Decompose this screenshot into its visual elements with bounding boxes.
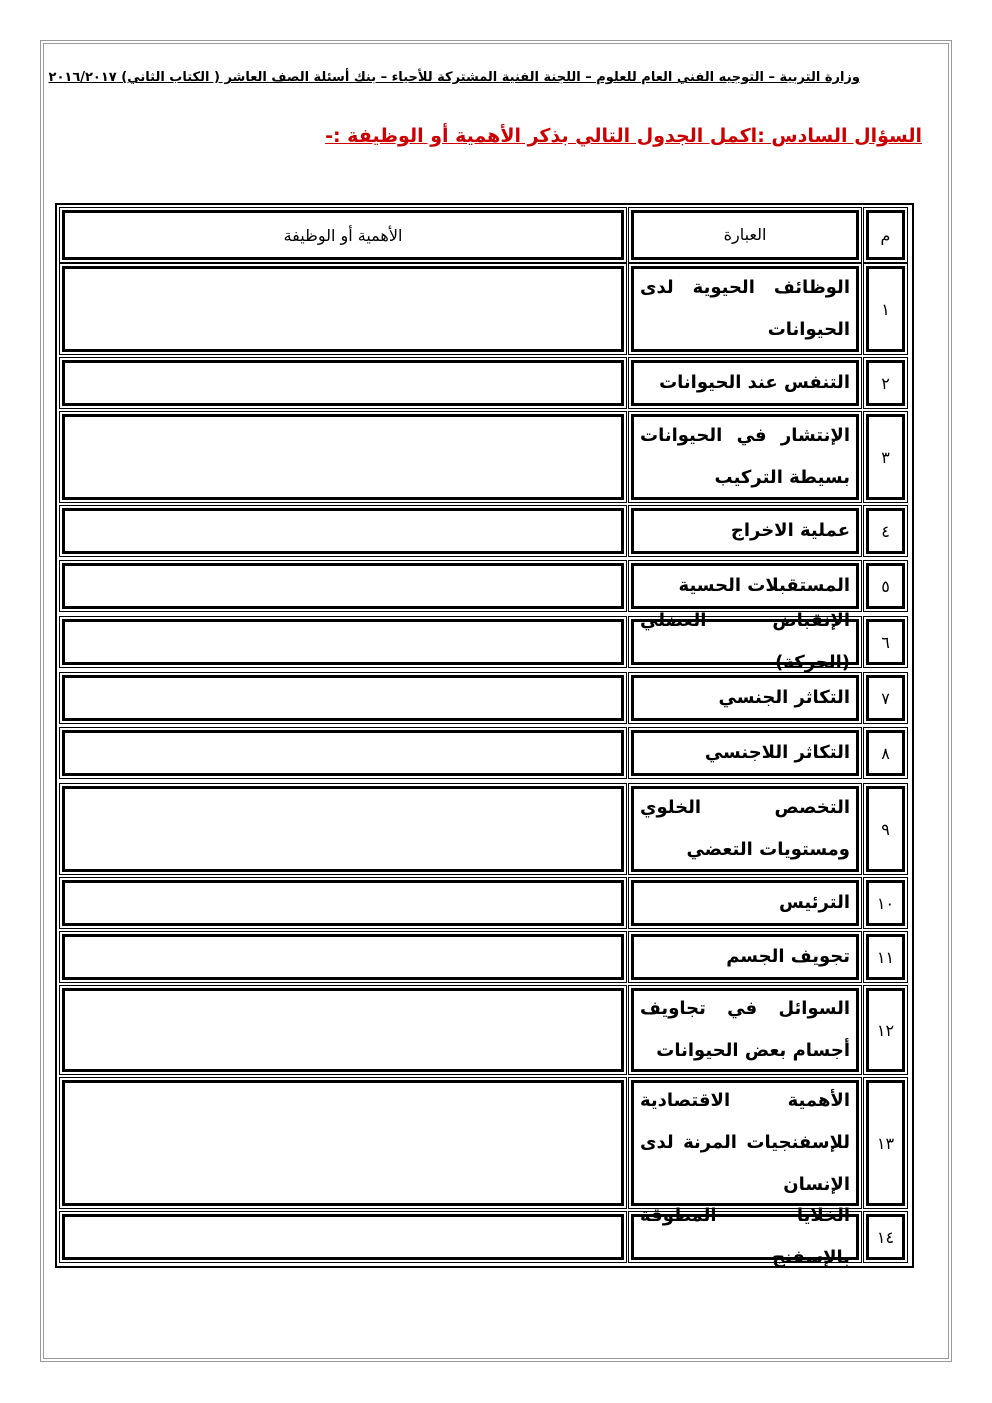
row-number: ١٢ bbox=[866, 988, 905, 1072]
answer-cell[interactable] bbox=[62, 563, 624, 609]
column-header-statement: العبارة bbox=[631, 210, 859, 260]
row-statement: الأهمية الاقتصادية للإسفنجيات المرنة لدى الإنسان bbox=[631, 1080, 859, 1206]
column-header-number: م bbox=[866, 210, 905, 260]
document-header: وزارة التربية – التوجيه الفني العام للعلوم – اللجنة الفنية المشتركة للأحياء – بنك أسئلة الصف العاشر ( الكتاب الثاني) ٢٠١٦/٢٠١٧ bbox=[48, 70, 860, 85]
row-statement: المستقبلات الحسية bbox=[631, 563, 859, 609]
row-statement: الإنتشار في الحيوانات بسيطة التركيب bbox=[631, 414, 859, 500]
row-number: ٢ bbox=[866, 360, 905, 406]
answer-cell[interactable] bbox=[62, 988, 624, 1072]
answer-cell[interactable] bbox=[62, 934, 624, 980]
answer-cell[interactable] bbox=[62, 414, 624, 500]
column-header-importance: الأهمية أو الوظيفة bbox=[62, 210, 624, 260]
row-statement: التنفس عند الحيوانات bbox=[631, 360, 859, 406]
row-statement: عملية الاخراج bbox=[631, 508, 859, 554]
row-statement: التكاثر اللاجنسي bbox=[631, 730, 859, 776]
answer-cell[interactable] bbox=[62, 619, 624, 665]
row-number: ٣ bbox=[866, 414, 905, 500]
row-number: ٦ bbox=[866, 619, 905, 665]
answer-cell[interactable] bbox=[62, 508, 624, 554]
row-number: ٩ bbox=[866, 786, 905, 872]
row-number: ١٣ bbox=[866, 1080, 905, 1206]
answer-cell[interactable] bbox=[62, 730, 624, 776]
answer-cell[interactable] bbox=[62, 360, 624, 406]
row-statement: الوظائف الحيوية لدى الحيوانات bbox=[631, 266, 859, 352]
row-number: ١ bbox=[866, 266, 905, 352]
row-statement: الترئيس bbox=[631, 880, 859, 926]
row-statement: الخلايا المطوقة بالإسفنج bbox=[631, 1214, 859, 1260]
answer-cell[interactable] bbox=[62, 266, 624, 352]
row-number: ٥ bbox=[866, 563, 905, 609]
answer-cell[interactable] bbox=[62, 786, 624, 872]
question-title: السؤال السادس :اكمل الجدول التالي بذكر الأهمية أو الوظيفة :- bbox=[325, 125, 922, 147]
row-statement: الإنقباض العضلي (الحركة) bbox=[631, 619, 859, 665]
answer-cell[interactable] bbox=[62, 1214, 624, 1260]
row-number: ١٤ bbox=[866, 1214, 905, 1260]
answer-cell[interactable] bbox=[62, 675, 624, 721]
answer-cell[interactable] bbox=[62, 1080, 624, 1206]
row-number: ٨ bbox=[866, 730, 905, 776]
row-statement: التكاثر الجنسي bbox=[631, 675, 859, 721]
row-number: ٤ bbox=[866, 508, 905, 554]
row-number: ١٠ bbox=[866, 880, 905, 926]
answer-cell[interactable] bbox=[62, 880, 624, 926]
row-number: ٧ bbox=[866, 675, 905, 721]
row-statement: التخصص الخلوي ومستويات التعضي bbox=[631, 786, 859, 872]
row-statement: تجويف الجسم bbox=[631, 934, 859, 980]
row-statement: السوائل في تجاويف أجسام بعض الحيوانات bbox=[631, 988, 859, 1072]
row-number: ١١ bbox=[866, 934, 905, 980]
